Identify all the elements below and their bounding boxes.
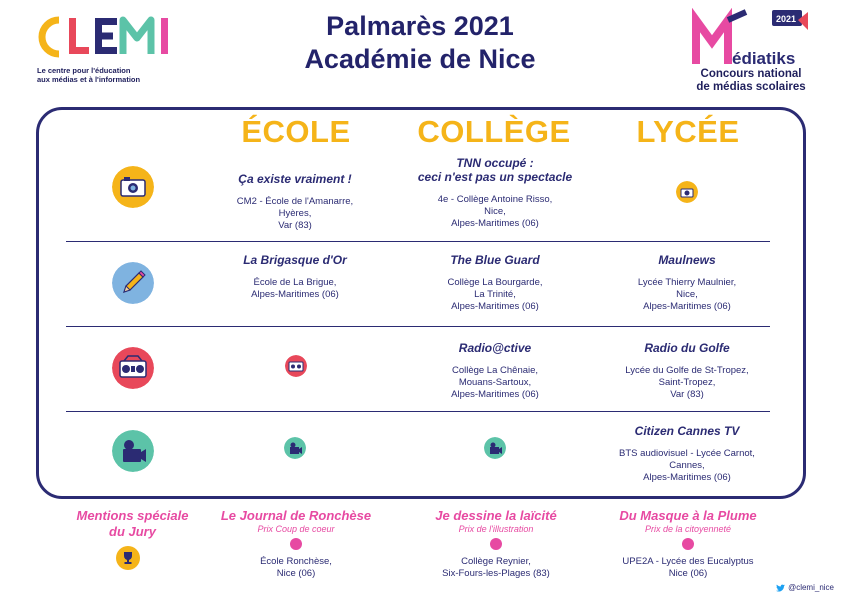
row-divider [66,326,770,327]
winner-desc: CM2 - École de l'Amanarre, Hyères, Var (83) [236,196,354,231]
cell-lycee-row4 [582,424,792,484]
twitter-icon [776,584,785,592]
mediatiks-year: 2021 [776,14,797,24]
cell-ecole-row1 [190,172,400,232]
clemi-logo [37,14,187,60]
winner-desc: BTS audiovisuel - Lycée Carnot, Cannes, Alpes-Maritimes (06) [619,448,755,483]
column-college: COLLÈGE [417,114,571,149]
radio-icon [285,355,307,377]
pencil-icon [112,262,154,304]
row-divider [66,411,770,412]
mentions-heading: Mentions spéciale du Jury [76,508,189,539]
video-camera-icon [112,430,154,472]
clemi-tagline: Le centre pour l'éducation aux médias et à l'information [37,66,141,84]
winner-desc: Collège La Bourgarde, La Trinité, Alpes-Maritimes (06) [447,277,543,312]
winner-desc: Lycée Thierry Maulnier, Nice, Alpes-Maritimes (06) [637,277,737,312]
mediatiks-logo [690,8,820,70]
winner-title: La Brigasque d'Or [243,253,347,267]
page-title: Palmarès 2021 Académie de Nice [304,11,536,74]
winner-desc: Lycée du Golfe de St-Tropez, Saint-Tropez, Var (83) [625,365,749,400]
heart-icon [290,538,302,550]
mention-citoyennete: Du Masque à la Plume Prix de la citoyenneté UPE2A - Lycée des Eucalyptus Nice (06) [619,508,757,579]
concours-label: Concours national de médias scolaires [696,68,806,93]
cell-college-row3 [390,341,600,401]
winner-desc: 4e - Collège Antoine Risso, Nice, Alpes-Maritimes (06) [437,194,553,229]
video-camera-icon [284,437,306,459]
cell-college-row2 [390,253,600,313]
winner-title: Radio du Golfe [644,341,730,355]
mediatiks-name: édiatiks [732,49,796,68]
cell-ecole-row2 [190,253,400,301]
winner-title: Maulnews [658,253,716,267]
cell-lycee-row2 [582,253,792,313]
winner-title: Citizen Cannes TV [634,424,740,438]
video-camera-icon [484,437,506,459]
winner-desc: École de La Brigue, Alpes-Maritimes (06) [251,277,339,300]
column-ecole: ÉCOLE [241,114,351,149]
winner-title: Ça existe vraiment ! [238,172,352,186]
twitter-handle[interactable]: @clemi_nice [776,583,834,592]
row-divider [66,241,770,242]
clemi-logo-text: CLEMI [37,14,41,15]
radio-icon [112,347,154,389]
brush-icon [490,538,502,550]
winner-title: TNN occupé : ceci n'est pas un spectacle [417,156,573,184]
mention-illustration: Je dessine la laïcité Prix de l'illustration Collège Reynier, Six-Fours-les-Plages (83) [435,508,557,579]
cell-lycee-row3 [582,341,792,401]
mention-coup-de-coeur: Le Journal de Ronchèse Prix Coup de coeur École Ronchèse, Nice (06) [220,508,372,579]
camera-icon [676,181,698,203]
citizen-icon [682,538,694,550]
winner-desc: Collège La Chênaie, Mouans-Sartoux, Alpes-Maritimes (06) [451,365,539,400]
winner-title: Radio@ctive [458,341,532,355]
winner-title: The Blue Guard [450,253,540,267]
column-lycee: LYCÉE [636,114,740,149]
cell-college-row1 [390,156,600,230]
trophy-icon [116,546,140,570]
camera-icon [112,166,154,208]
